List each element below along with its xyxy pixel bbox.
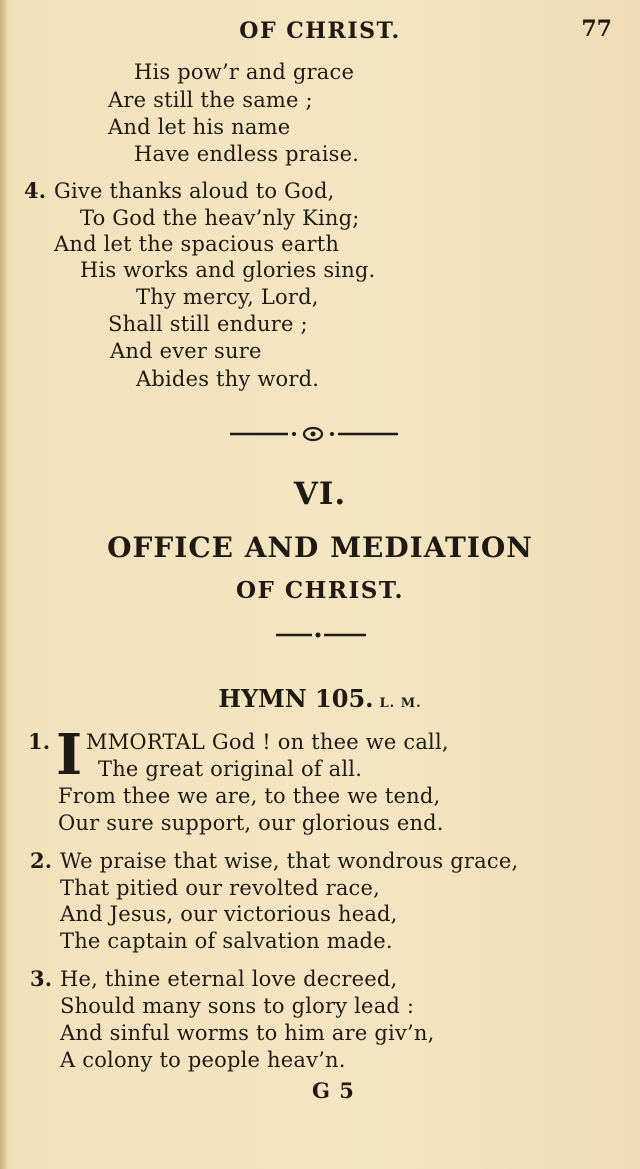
stanza-number: 3. [30,966,53,991]
verse-line: And let his name [108,115,291,139]
small-ornamental-divider [0,627,640,643]
verse-line: Have endless praise. [134,142,360,166]
verse-line: Should many sons to glory lead : [60,994,415,1018]
stanza-number: 4. [24,178,47,203]
verse-line: That pitied our revolted race, [60,876,381,900]
verse-line: And Jesus, our victorious head, [60,902,398,926]
ornamental-divider [0,424,640,444]
running-head: OF CHRIST. [239,18,401,44]
verse-line: A colony to people heav’n. [60,1048,346,1072]
section-number: VI. [293,476,347,512]
verse-line: Are still the same ; [108,88,313,112]
printer-signature-mark: G 5 [312,1078,355,1103]
verse-line: His pow’r and grace [134,60,355,84]
verse-line: MMORTAL God ! on thee we call, [86,730,449,754]
verse-line: His works and glories sing. [80,258,376,282]
verse-line: Our sure support, our glorious end. [58,811,444,835]
section-subtitle: OF CHRIST. [235,577,405,604]
drop-cap-letter: I [56,722,83,788]
hymn-title [0,684,640,713]
verse-line: Abides thy word. [136,367,320,391]
verse-line: To God the heav’nly King; [80,206,360,230]
stanza-number: 2. [30,848,53,873]
verse-line: He, thine eternal love decreed, [60,967,398,991]
verse-line: And sinful worms to him are giv’n, [60,1021,435,1045]
verse-line: The captain of salvation made. [60,929,393,953]
verse-line: Shall still endure ; [108,312,308,336]
stanza-number: 1. [28,729,51,754]
hymn-meter: L. M. [379,696,422,711]
verse-line: Thy mercy, Lord, [136,285,319,309]
page-number: 77 [581,16,612,42]
verse-line: Give thanks aloud to God, [54,179,335,203]
verse-line: We praise that wise, that wondrous grace, [60,849,519,873]
section-title: OFFICE AND MEDIATION [107,531,533,564]
verse-line: And let the spacious earth [54,232,340,256]
verse-line: The great original of all. [98,757,363,781]
verse-line: And ever sure [110,339,262,363]
hymn-number: HYMN 105. [218,684,374,713]
verse-line: From thee we are, to thee we tend, [58,784,441,808]
